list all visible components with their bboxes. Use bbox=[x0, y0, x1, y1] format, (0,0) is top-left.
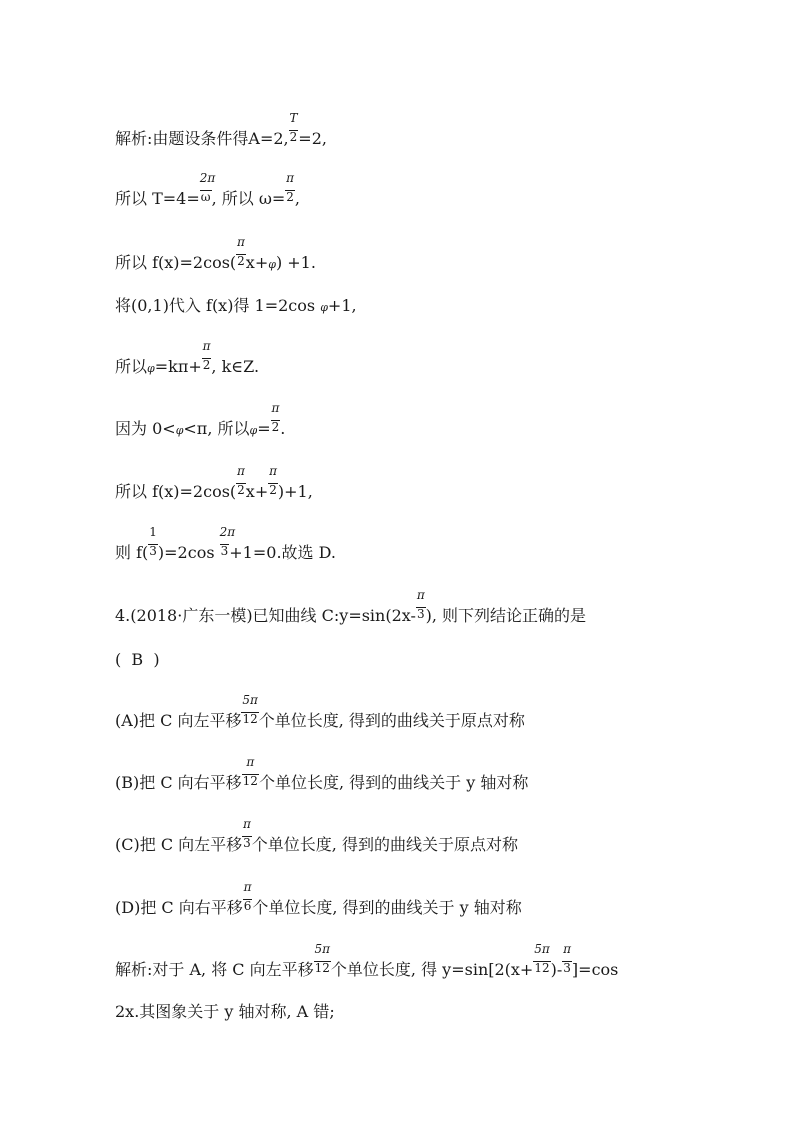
fraction-denominator: 12 bbox=[242, 774, 258, 788]
fraction-denominator: 2 bbox=[237, 254, 245, 268]
solution1-line6 bbox=[115, 401, 286, 439]
fraction-numerator: 5π bbox=[534, 942, 550, 956]
fraction-numerator: π bbox=[243, 817, 251, 831]
fraction bbox=[236, 235, 246, 273]
fraction-numerator: π bbox=[286, 171, 295, 185]
text: =2, bbox=[298, 129, 327, 148]
fraction bbox=[236, 464, 246, 502]
text: ]=cos bbox=[571, 960, 619, 979]
text: 所以 f(x)=2cos( bbox=[115, 482, 237, 501]
fraction-denominator: 3 bbox=[220, 544, 229, 558]
fraction bbox=[268, 464, 278, 502]
text: 个单位长度, 得 y=sin[2(x+ bbox=[330, 960, 534, 979]
text: 2x.其图象关于 y 轴对称, A 错; bbox=[115, 1002, 335, 1021]
fraction-numerator: π bbox=[271, 401, 280, 415]
phi-symbol: φ bbox=[175, 424, 184, 437]
fraction bbox=[243, 880, 253, 918]
fraction-denominator: 2 bbox=[202, 358, 211, 372]
fraction bbox=[242, 817, 252, 855]
text: 因为 0< bbox=[115, 419, 176, 438]
answer-bracket: ( B ) bbox=[115, 650, 160, 669]
text: 解析:由题设条件得 bbox=[115, 129, 249, 148]
phi-symbol: φ bbox=[320, 301, 328, 314]
text: x+ bbox=[245, 482, 269, 501]
fraction bbox=[271, 401, 281, 439]
text: . bbox=[280, 419, 286, 438]
text: , bbox=[294, 189, 301, 208]
fraction bbox=[148, 525, 158, 563]
text: = bbox=[257, 419, 271, 438]
phi-symbol: φ bbox=[249, 424, 258, 437]
solution1-line3 bbox=[115, 235, 316, 273]
text: ), 则下列结论正确的是 bbox=[425, 606, 586, 625]
fraction-denominator: ω bbox=[200, 190, 211, 204]
text: +1=0.故选 D. bbox=[229, 543, 336, 562]
solution1-line7 bbox=[115, 464, 313, 502]
phi-symbol: φ bbox=[268, 258, 276, 271]
option-c bbox=[115, 817, 518, 855]
fraction-denominator: 12 bbox=[314, 961, 330, 975]
fraction-denominator: 3 bbox=[243, 836, 251, 850]
fraction-denominator: 3 bbox=[563, 961, 571, 975]
text: )=2cos bbox=[157, 543, 220, 562]
text: (B)把 C 向右平移 bbox=[115, 773, 242, 792]
fraction-numerator: π bbox=[237, 235, 245, 249]
text: =kπ+ bbox=[154, 357, 202, 376]
text: 个单位长度, 得到的曲线关于 y 轴对称 bbox=[258, 773, 529, 792]
text: , k∈Z. bbox=[211, 357, 260, 376]
fraction-denominator: 2 bbox=[289, 130, 298, 144]
fraction-denominator: 3 bbox=[149, 544, 157, 558]
text: 个单位长度, 得到的曲线关于原点对称 bbox=[251, 835, 518, 854]
solution1-line1 bbox=[115, 111, 327, 149]
text: (A)把 C 向左平移 bbox=[115, 711, 242, 730]
fraction bbox=[202, 339, 212, 377]
fraction-numerator: 5π bbox=[242, 693, 258, 707]
fraction-numerator: π bbox=[416, 588, 425, 602]
text: )- bbox=[550, 960, 563, 979]
fraction-numerator: T bbox=[289, 111, 298, 125]
fraction-numerator: π bbox=[563, 942, 572, 956]
fraction-numerator: 1 bbox=[149, 525, 157, 539]
fraction bbox=[416, 588, 426, 626]
fraction-numerator: 2π bbox=[199, 171, 216, 185]
fraction-numerator: 2π bbox=[219, 525, 236, 539]
text: 所以 bbox=[115, 357, 148, 376]
text: ) +1. bbox=[275, 253, 316, 272]
fraction bbox=[285, 171, 295, 209]
fraction-numerator: π bbox=[237, 464, 245, 478]
option-b bbox=[115, 755, 529, 793]
text: (D)把 C 向右平移 bbox=[115, 898, 243, 917]
fraction-denominator: 2 bbox=[286, 190, 294, 204]
text: )+1, bbox=[277, 482, 313, 501]
fraction-denominator: 12 bbox=[242, 712, 258, 726]
fraction bbox=[242, 755, 259, 793]
fraction-numerator: π bbox=[202, 339, 211, 353]
text: x+ bbox=[245, 253, 269, 272]
text: 所以 f(x)=2cos( bbox=[115, 253, 237, 272]
text: 个单位长度, 得到的曲线关于原点对称 bbox=[258, 711, 525, 730]
text: 4.(2018·广东一模)已知曲线 C:y=sin(2x- bbox=[115, 606, 416, 625]
text: (C)把 C 向左平移 bbox=[115, 835, 243, 854]
solution1-line4 bbox=[115, 296, 357, 316]
text: A=2, bbox=[248, 129, 289, 148]
solution2-line2 bbox=[115, 1002, 335, 1022]
text: <π, 所以 bbox=[183, 419, 250, 438]
fraction bbox=[289, 111, 299, 149]
fraction-denominator: 12 bbox=[534, 961, 550, 975]
fraction-denominator: 2 bbox=[269, 483, 277, 497]
text: 解析:对于 A, 将 C 向左平移 bbox=[115, 960, 314, 979]
text: 则 f( bbox=[115, 543, 149, 562]
fraction-denominator: 2 bbox=[237, 483, 245, 497]
text: 个单位长度, 得到的曲线关于 y 轴对称 bbox=[252, 898, 522, 917]
text: 所以 T=4= bbox=[115, 189, 200, 208]
phi-symbol: φ bbox=[147, 362, 155, 375]
text: +1, bbox=[327, 296, 357, 315]
question4-stem bbox=[115, 588, 586, 626]
fraction-denominator: 2 bbox=[271, 420, 280, 434]
text: 将(0,1)代入 f(x)得 1=2cos bbox=[115, 296, 321, 315]
fraction-numerator: π bbox=[246, 755, 255, 769]
fraction-numerator: 5π bbox=[314, 942, 331, 956]
fraction-denominator: 3 bbox=[416, 607, 425, 621]
fraction-numerator: π bbox=[243, 880, 252, 894]
solution1-line5 bbox=[115, 339, 260, 377]
question4-answer bbox=[115, 650, 160, 670]
fraction bbox=[562, 942, 572, 980]
option-d bbox=[115, 880, 522, 918]
fraction-numerator: π bbox=[269, 464, 277, 478]
text: , 所以 ω= bbox=[211, 189, 286, 208]
fraction-denominator: 6 bbox=[243, 899, 252, 913]
